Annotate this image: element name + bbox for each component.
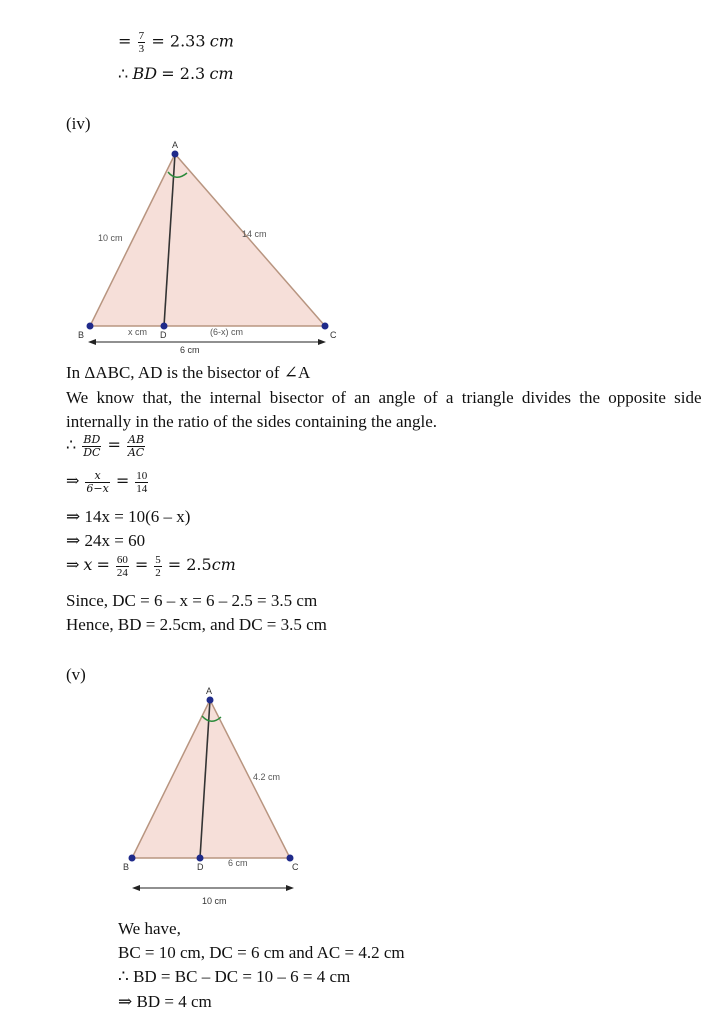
arrow-head-left [88, 339, 96, 345]
eq-sign: = [115, 471, 130, 491]
fraction-10-14 [135, 470, 148, 495]
eq-sign: = [107, 435, 121, 455]
value-2-3: = 2.3 [161, 64, 206, 83]
arrow-head-right [318, 339, 326, 345]
variable-x: x [83, 555, 93, 575]
fraction-60-24 [116, 554, 129, 579]
vertex-c-dot [287, 855, 294, 862]
triangle-figure-iv [70, 136, 340, 356]
value-2-33: = 2.33 [151, 31, 206, 51]
side-ab-label: 10 cm [98, 233, 123, 243]
theorem-line-1: We know that, the internal bisector of an angle of a triangle divides the opposite side [66, 388, 702, 407]
therefore-symbol: ∴ [118, 64, 129, 83]
vertex-c-dot [322, 323, 329, 330]
bd-calculation-line: ∴ BD = BC – DC = 10 – 6 = 4 cm [118, 967, 351, 986]
point-d-label: D [160, 330, 167, 340]
top-line-1 [118, 30, 234, 55]
frac-numerator: 5 [155, 554, 161, 566]
segment-bd-label: x cm [128, 327, 147, 337]
point-d-dot [161, 323, 168, 330]
fraction-bd-dc [82, 434, 101, 459]
part-iv-label: (iv) [66, 114, 91, 133]
frac-numerator: 7 [138, 30, 145, 42]
part-v-label: (v) [66, 665, 86, 684]
since-line: Since, DC = 6 – x = 6 – 2.5 = 3.5 cm [66, 591, 318, 610]
vertex-c-label: C [292, 862, 299, 872]
step-1-equation [66, 470, 150, 495]
fraction-ab-ac [127, 434, 145, 459]
side-ac-label: 4.2 cm [253, 772, 281, 782]
frac-numerator: AB [128, 433, 145, 446]
frac-denominator: DC [83, 446, 101, 459]
unit-cm: cm [209, 64, 234, 83]
base-length-label: 6 cm [180, 345, 200, 355]
triangle-figure-v [120, 682, 320, 912]
base-length-label: 10 cm [202, 896, 227, 906]
vertex-b-label: B [78, 330, 85, 340]
frac-denominator: 6−x [86, 482, 109, 495]
vertex-a-label: A [206, 686, 213, 696]
point-d-label: D [197, 862, 204, 872]
frac-denominator: 14 [136, 483, 148, 495]
frac-numerator: BD [83, 433, 101, 446]
vertex-a-dot [207, 697, 214, 704]
eq-sign: = [96, 555, 110, 575]
unit-cm: cm [209, 31, 234, 51]
implies-symbol: ⇒ [66, 471, 80, 491]
fraction-5-2 [154, 554, 162, 579]
vertex-c-label: C [330, 330, 337, 340]
eq-sign: = [134, 555, 149, 575]
vertex-b-label: B [123, 862, 130, 872]
segment-dc-label: (6-x) cm [210, 327, 243, 337]
frac-numerator: 10 [136, 470, 148, 482]
vertex-a-dot [172, 151, 179, 158]
fraction-7-3 [138, 30, 146, 55]
unit-cm: cm [211, 555, 236, 575]
step-4-equation [66, 554, 236, 579]
theorem-line-2: internally in the ratio of the sides containing the angle. [66, 412, 438, 431]
arrow-head-left [132, 885, 140, 891]
top-line-2 [118, 64, 234, 84]
step-3: ⇒ 24x = 60 [66, 531, 146, 550]
vertex-a-label: A [172, 140, 179, 150]
fraction-x-6minusx [85, 470, 109, 495]
side-ac-label: 14 cm [242, 229, 267, 239]
triangle-fill [90, 154, 325, 326]
frac-denominator: 3 [138, 43, 145, 55]
implies-symbol: ⇒ [66, 555, 80, 575]
frac-numerator: x [85, 470, 109, 483]
eq-sign: = [118, 31, 132, 51]
segment-dc-label: 6 cm [228, 858, 248, 868]
step-2: ⇒ 14x = 10(6 – x) [66, 507, 191, 526]
bisector-statement: In ΔABC, AD is the bisector of ∠A [66, 363, 311, 382]
we-have-line: We have, [118, 919, 181, 938]
given-values-line: BC = 10 cm, DC = 6 cm and AC = 4.2 cm [118, 943, 405, 962]
point-d-dot [197, 855, 204, 862]
frac-denominator: 2 [155, 567, 161, 579]
frac-numerator: 60 [116, 554, 128, 566]
vertex-b-dot [87, 323, 94, 330]
hence-line: Hence, BD = 2.5cm, and DC = 3.5 cm [66, 615, 327, 634]
vertex-b-dot [129, 855, 136, 862]
bd-label: BD [132, 64, 158, 83]
frac-denominator: 24 [116, 567, 128, 579]
ratio-equation [66, 434, 147, 459]
frac-denominator: AC [127, 446, 145, 459]
arrow-head-right [286, 885, 294, 891]
bd-result-line: ⇒ BD = 4 cm [118, 992, 212, 1011]
therefore-symbol: ∴ [66, 435, 77, 455]
value-2-5: = 2.5 [167, 555, 212, 575]
